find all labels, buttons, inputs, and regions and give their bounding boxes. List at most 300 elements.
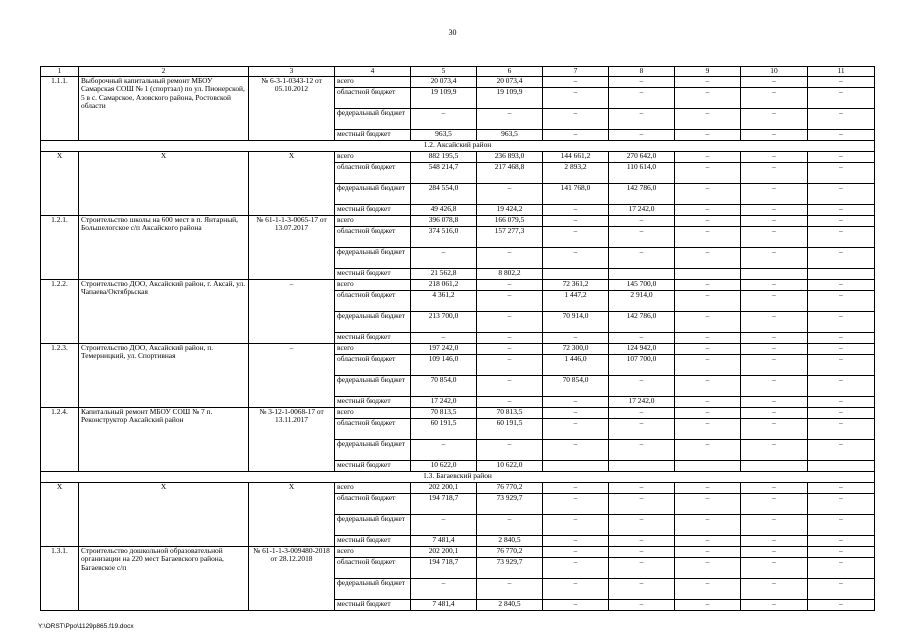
amount-cell: – (609, 129, 675, 140)
amount-cell: – (741, 279, 808, 290)
amount-cell: 882 195,5 (411, 151, 477, 162)
section-row (41, 471, 875, 482)
amount-cell: 963,5 (477, 129, 543, 140)
amount-cell: – (609, 546, 675, 557)
funding-source: всего (335, 279, 411, 290)
amount-cell: – (741, 535, 808, 546)
amount-cell: 21 562,8 (411, 268, 477, 279)
column-number-row (41, 67, 875, 77)
amount-cell: 963,5 (411, 129, 477, 140)
amount-cell: 124 942,0 (609, 343, 675, 354)
funding-source: местный бюджет (335, 268, 411, 279)
funding-source: областной бюджет (335, 493, 411, 514)
amount-cell: 17 242,0 (609, 204, 675, 215)
funding-source: федеральный бюджет (335, 311, 411, 332)
amount-cell: – (543, 396, 609, 407)
table-row (41, 279, 875, 290)
amount-cell: – (543, 226, 609, 247)
amount-cell (675, 460, 741, 471)
amount-cell: – (609, 375, 675, 396)
amount-cell: 166 079,5 (477, 215, 543, 226)
project-name: Капитальный ремонт МБОУ СОШ № 7 п. Реконструктор Аксайский район (79, 407, 249, 471)
amount-cell: – (808, 332, 875, 343)
amount-cell: – (543, 87, 609, 108)
amount-cell: – (741, 76, 808, 87)
amount-cell: 70 854,0 (543, 375, 609, 396)
amount-cell: – (609, 108, 675, 129)
amount-cell: – (675, 290, 741, 311)
funding-source: областной бюджет (335, 87, 411, 108)
amount-cell: – (543, 546, 609, 557)
amount-cell: – (741, 493, 808, 514)
project-document: Х (249, 482, 335, 546)
amount-cell: – (808, 343, 875, 354)
amount-cell: – (675, 204, 741, 215)
amount-cell: – (741, 439, 808, 460)
amount-cell: 144 661,2 (543, 151, 609, 162)
funding-source: федеральный бюджет (335, 247, 411, 268)
amount-cell: 1 446,0 (543, 354, 609, 375)
project-code: 1.3.1. (41, 546, 79, 610)
amount-cell: – (477, 343, 543, 354)
funding-source: областной бюджет (335, 557, 411, 578)
amount-cell: – (675, 247, 741, 268)
funding-source: местный бюджет (335, 396, 411, 407)
amount-cell: – (741, 546, 808, 557)
amount-cell (741, 460, 808, 471)
amount-cell: – (675, 439, 741, 460)
amount-cell: – (808, 87, 875, 108)
amount-cell: – (741, 578, 808, 599)
amount-cell: – (741, 183, 808, 204)
amount-cell: 2 840,5 (477, 599, 543, 610)
amount-cell: 236 893,0 (477, 151, 543, 162)
amount-cell: 73 929,7 (477, 557, 543, 578)
amount-cell: – (808, 493, 875, 514)
section-title: 1.3. Багаевский район (41, 471, 875, 482)
amount-cell: – (675, 183, 741, 204)
amount-cell: 202 200,1 (411, 482, 477, 493)
amount-cell: – (543, 578, 609, 599)
funding-source: всего (335, 215, 411, 226)
amount-cell: – (675, 76, 741, 87)
amount-cell: – (609, 418, 675, 439)
amount-cell: – (543, 407, 609, 418)
amount-cell (543, 268, 609, 279)
amount-cell: – (741, 151, 808, 162)
amount-cell: – (808, 76, 875, 87)
amount-cell: 213 700,0 (411, 311, 477, 332)
amount-cell: – (609, 578, 675, 599)
amount-cell: – (808, 396, 875, 407)
amount-cell: – (675, 396, 741, 407)
column-number: 7 (543, 67, 609, 77)
amount-cell: 2 893,2 (543, 162, 609, 183)
amount-cell: – (808, 375, 875, 396)
amount-cell: 19 109,9 (477, 87, 543, 108)
amount-cell: – (477, 354, 543, 375)
amount-cell: – (477, 279, 543, 290)
amount-cell: – (808, 279, 875, 290)
amount-cell (543, 460, 609, 471)
amount-cell: 141 768,0 (543, 183, 609, 204)
amount-cell: – (477, 375, 543, 396)
amount-cell: – (543, 215, 609, 226)
amount-cell: 218 061,2 (411, 279, 477, 290)
column-number: 10 (741, 67, 808, 77)
amount-cell: 8 802,2 (477, 268, 543, 279)
amount-cell: 109 146,0 (411, 354, 477, 375)
amount-cell: – (543, 493, 609, 514)
amount-cell: – (609, 226, 675, 247)
amount-cell: – (675, 407, 741, 418)
amount-cell: 76 770,2 (477, 546, 543, 557)
amount-cell (741, 268, 808, 279)
table-row (41, 546, 875, 557)
amount-cell: – (675, 162, 741, 183)
project-code: Х (41, 482, 79, 546)
amount-cell: 70 813,5 (477, 407, 543, 418)
amount-cell: – (808, 439, 875, 460)
amount-cell: 17 242,0 (609, 396, 675, 407)
amount-cell: – (808, 535, 875, 546)
amount-cell (609, 268, 675, 279)
amount-cell: – (609, 514, 675, 535)
amount-cell: – (741, 396, 808, 407)
amount-cell: – (675, 514, 741, 535)
funding-source: областной бюджет (335, 354, 411, 375)
amount-cell (808, 268, 875, 279)
funding-source: федеральный бюджет (335, 375, 411, 396)
amount-cell: – (741, 514, 808, 535)
amount-cell: – (411, 578, 477, 599)
amount-cell: – (411, 514, 477, 535)
amount-cell: – (609, 493, 675, 514)
amount-cell: 76 770,2 (477, 482, 543, 493)
amount-cell: – (741, 162, 808, 183)
amount-cell (808, 460, 875, 471)
amount-cell: – (477, 247, 543, 268)
amount-cell: – (675, 418, 741, 439)
funding-source: местный бюджет (335, 332, 411, 343)
column-number: 2 (79, 67, 249, 77)
amount-cell: – (675, 599, 741, 610)
amount-cell: – (675, 493, 741, 514)
amount-cell: – (477, 578, 543, 599)
amount-cell: – (477, 311, 543, 332)
amount-cell: – (741, 418, 808, 439)
amount-cell: – (741, 354, 808, 375)
amount-cell: – (543, 108, 609, 129)
amount-cell: 194 718,7 (411, 493, 477, 514)
column-number: 4 (335, 67, 411, 77)
amount-cell: – (477, 290, 543, 311)
amount-cell: – (609, 557, 675, 578)
amount-cell: 374 516,0 (411, 226, 477, 247)
amount-cell: – (808, 247, 875, 268)
amount-cell: – (741, 247, 808, 268)
amount-cell: 49 426,8 (411, 204, 477, 215)
amount-cell: – (477, 514, 543, 535)
section-row (41, 140, 875, 151)
amount-cell (609, 460, 675, 471)
project-document: – (249, 343, 335, 407)
amount-cell: – (477, 396, 543, 407)
project-document: – (249, 279, 335, 343)
amount-cell: 72 300,0 (543, 343, 609, 354)
funding-source: местный бюджет (335, 599, 411, 610)
amount-cell: – (543, 204, 609, 215)
funding-source: местный бюджет (335, 460, 411, 471)
amount-cell: – (808, 407, 875, 418)
project-name: Строительство школы на 600 мест в п. Янтарный, Большелогское с/п Аксайского района (79, 215, 249, 279)
amount-cell: – (741, 290, 808, 311)
amount-cell: – (741, 129, 808, 140)
project-document: № 3-12-1-0068-17 от 13.11.2017 (249, 407, 335, 471)
funding-source: областной бюджет (335, 226, 411, 247)
funding-source: федеральный бюджет (335, 578, 411, 599)
amount-cell: 1 447,2 (543, 290, 609, 311)
amount-cell: – (741, 599, 808, 610)
amount-cell: – (808, 311, 875, 332)
amount-cell: – (675, 87, 741, 108)
amount-cell: 2 840,5 (477, 535, 543, 546)
funding-source: федеральный бюджет (335, 514, 411, 535)
amount-cell: – (808, 108, 875, 129)
amount-cell: – (543, 129, 609, 140)
amount-cell: – (808, 514, 875, 535)
amount-cell: – (741, 407, 808, 418)
amount-cell: – (477, 439, 543, 460)
amount-cell: 10 622,0 (477, 460, 543, 471)
amount-cell: – (609, 482, 675, 493)
amount-cell: – (808, 183, 875, 204)
amount-cell: – (741, 215, 808, 226)
funding-source: всего (335, 76, 411, 87)
amount-cell: – (675, 279, 741, 290)
project-name: Строительство ДОО, Аксайский район, г. Аксай, ул. Чапаева/Октябрьская (79, 279, 249, 343)
amount-cell: – (808, 546, 875, 557)
table-row (41, 407, 875, 418)
amount-cell: – (411, 332, 477, 343)
funding-source: федеральный бюджет (335, 183, 411, 204)
column-number: 5 (411, 67, 477, 77)
amount-cell: – (808, 578, 875, 599)
table-row (41, 482, 875, 493)
amount-cell: – (675, 215, 741, 226)
amount-cell: 20 073,4 (477, 76, 543, 87)
amount-cell: 70 854,0 (411, 375, 477, 396)
project-name: Х (79, 151, 249, 215)
amount-cell: – (543, 482, 609, 493)
column-number: 1 (41, 67, 79, 77)
amount-cell: – (675, 546, 741, 557)
amount-cell: – (675, 354, 741, 375)
amount-cell: 157 277,3 (477, 226, 543, 247)
project-code: 1.1.1. (41, 76, 79, 140)
project-name: Строительство дошкольной образовательной организации на 220 мест Багаевского района, Багаевское с/п (79, 546, 249, 610)
project-code: 1.2.1. (41, 215, 79, 279)
amount-cell: – (609, 87, 675, 108)
amount-cell: 72 361,2 (543, 279, 609, 290)
amount-cell: – (741, 87, 808, 108)
table-body (41, 67, 875, 611)
amount-cell: – (741, 226, 808, 247)
amount-cell: – (411, 439, 477, 460)
table-row (41, 151, 875, 162)
amount-cell: – (609, 76, 675, 87)
amount-cell: – (543, 514, 609, 535)
amount-cell: 19 109,9 (411, 87, 477, 108)
project-code: 1.2.2. (41, 279, 79, 343)
amount-cell: – (808, 151, 875, 162)
funding-source: местный бюджет (335, 535, 411, 546)
amount-cell: 202 200,1 (411, 546, 477, 557)
amount-cell: – (741, 375, 808, 396)
amount-cell: – (543, 418, 609, 439)
amount-cell: 197 242,0 (411, 343, 477, 354)
funding-source: всего (335, 546, 411, 557)
amount-cell: 142 786,0 (609, 311, 675, 332)
amount-cell: 107 700,0 (609, 354, 675, 375)
amount-cell: 142 786,0 (609, 183, 675, 204)
funding-source: всего (335, 407, 411, 418)
column-number: 9 (675, 67, 741, 77)
amount-cell: – (477, 332, 543, 343)
column-number: 6 (477, 67, 543, 77)
project-document: Х (249, 151, 335, 215)
amount-cell: 284 554,0 (411, 183, 477, 204)
funding-source: федеральный бюджет (335, 439, 411, 460)
amount-cell: – (675, 311, 741, 332)
amount-cell: – (741, 311, 808, 332)
amount-cell: – (808, 204, 875, 215)
amount-cell: – (411, 108, 477, 129)
project-name: Выборочный капитальный ремонт МБОУ Самарская СОШ № 1 (спортзал) по ул. Пионерской, 5 в с. Самарское, Азовского района, Ростовской области (79, 76, 249, 140)
amount-cell: – (675, 557, 741, 578)
column-number: 3 (249, 67, 335, 77)
amount-cell: – (808, 482, 875, 493)
amount-cell: – (675, 332, 741, 343)
amount-cell: – (477, 183, 543, 204)
funding-source: всего (335, 343, 411, 354)
amount-cell: – (609, 215, 675, 226)
amount-cell: 217 468,8 (477, 162, 543, 183)
amount-cell: – (609, 439, 675, 460)
amount-cell: – (741, 482, 808, 493)
amount-cell: 19 424,2 (477, 204, 543, 215)
amount-cell: 194 718,7 (411, 557, 477, 578)
funding-source: областной бюджет (335, 162, 411, 183)
amount-cell: – (543, 76, 609, 87)
amount-cell: – (808, 215, 875, 226)
amount-cell: 4 361,2 (411, 290, 477, 311)
amount-cell: – (675, 535, 741, 546)
amount-cell: – (477, 108, 543, 129)
amount-cell: 73 929,7 (477, 493, 543, 514)
page-number: 30 (448, 28, 457, 37)
amount-cell: – (675, 226, 741, 247)
amount-cell: – (543, 332, 609, 343)
funding-source: федеральный бюджет (335, 108, 411, 129)
project-document: № 6-3-1-0343-12 от 05.10.2012 (249, 76, 335, 140)
amount-cell: – (808, 599, 875, 610)
column-number: 8 (609, 67, 675, 77)
project-code: 1.2.4. (41, 407, 79, 471)
amount-cell: – (808, 290, 875, 311)
amount-cell: – (543, 557, 609, 578)
project-name: Х (79, 482, 249, 546)
amount-cell: – (543, 535, 609, 546)
amount-cell: – (609, 247, 675, 268)
amount-cell: 145 700,0 (609, 279, 675, 290)
project-name: Строительство ДОО, Аксайский район, п. Темерницкий, ул. Спортивная (79, 343, 249, 407)
amount-cell: – (741, 204, 808, 215)
amount-cell: – (411, 247, 477, 268)
column-number: 11 (808, 67, 875, 77)
amount-cell: – (543, 247, 609, 268)
file-path-footer: Y:\ORST\Ppo\1129p865.f19.docx (38, 623, 134, 630)
amount-cell: 70 914,0 (543, 311, 609, 332)
amount-cell: 10 622,0 (411, 460, 477, 471)
amount-cell: 7 481,4 (411, 535, 477, 546)
funding-source: всего (335, 482, 411, 493)
amount-cell: – (609, 535, 675, 546)
amount-cell: 17 242,0 (411, 396, 477, 407)
amount-cell: – (808, 354, 875, 375)
table-row (41, 215, 875, 226)
funding-source: местный бюджет (335, 204, 411, 215)
amount-cell: – (675, 108, 741, 129)
amount-cell: – (741, 343, 808, 354)
amount-cell: – (609, 599, 675, 610)
amount-cell: – (741, 108, 808, 129)
amount-cell: – (808, 418, 875, 439)
amount-cell: 270 642,0 (609, 151, 675, 162)
amount-cell: – (543, 439, 609, 460)
amount-cell: – (543, 599, 609, 610)
amount-cell: – (675, 129, 741, 140)
amount-cell: – (808, 129, 875, 140)
amount-cell: – (741, 332, 808, 343)
project-code: 1.2.3. (41, 343, 79, 407)
project-code: Х (41, 151, 79, 215)
amount-cell: – (675, 343, 741, 354)
amount-cell: – (675, 375, 741, 396)
amount-cell: – (808, 226, 875, 247)
amount-cell (675, 268, 741, 279)
project-document: № 61-1-1-3-0065-17 от 13.07.2017 (249, 215, 335, 279)
amount-cell: – (609, 407, 675, 418)
amount-cell: 60 191,5 (411, 418, 477, 439)
funding-source: областной бюджет (335, 290, 411, 311)
amount-cell: – (741, 557, 808, 578)
amount-cell: – (675, 482, 741, 493)
amount-cell: – (675, 578, 741, 599)
amount-cell: 60 191,5 (477, 418, 543, 439)
funding-source: областной бюджет (335, 418, 411, 439)
amount-cell: 70 813,5 (411, 407, 477, 418)
amount-cell: 2 914,0 (609, 290, 675, 311)
amount-cell: 20 073,4 (411, 76, 477, 87)
table-row (41, 76, 875, 87)
amount-cell: 7 481,4 (411, 599, 477, 610)
amount-cell: 396 078,8 (411, 215, 477, 226)
funding-source: всего (335, 151, 411, 162)
amount-cell: – (808, 162, 875, 183)
section-title: 1.2. Аксайский район (41, 140, 875, 151)
funding-source: местный бюджет (335, 129, 411, 140)
